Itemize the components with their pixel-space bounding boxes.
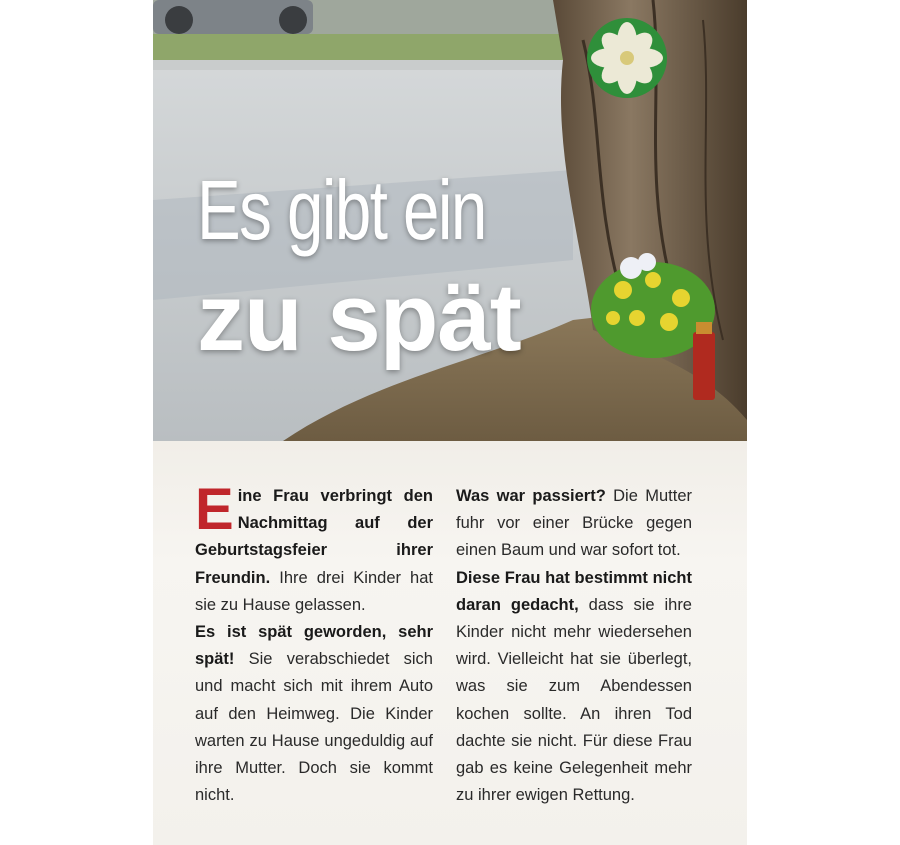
cover-photo [153,0,747,441]
flyer-page [153,0,747,845]
paragraph-3 [456,483,692,565]
paragraph-1 [195,477,433,619]
paragraph-1-lead: ine Frau verbringt den Nachmittag auf der Geburtstagsfeier ihrer Freundin. [195,487,433,587]
article-column-right [456,483,692,809]
paragraph-2 [195,619,433,809]
article-body [153,441,747,845]
paragraph-4 [456,565,692,810]
paragraph-3-text: Die Mutter fuhr vor einer Brücke gegen einen Baum und war sofort tot. [456,487,692,560]
paragraph-2-lead: Es ist spät geworden, sehr spät! [195,623,433,669]
headline-line-1: Es gibt ein [197,163,486,257]
paragraph-3-lead: Was war passiert? [456,487,606,505]
headline-line-2: zu spät [197,264,521,371]
article-column-left [195,477,433,809]
paragraph-4-lead: Diese Frau hat bestimmt nicht daran gedacht, [456,568,692,614]
paragraph-1-text: Ihre drei Kinder hat sie zu Hause gelassen. [195,568,433,614]
paragraph-4-text: dass sie ihre Kinder nicht mehr wiedersehen wird. Vielleicht hat sie überlegt, was sie zum Abendessen kochen sollte. An ihren Tod dachte sie nicht. Für diese Frau gab es keine Gelegenheit mehr zu ihrer ewigen Rettung. [456,595,692,805]
drop-cap: E [195,477,234,542]
paragraph-2-text: Sie verabschiedet sich und macht sich mit ihrem Auto auf den Heimweg. Die Kinder warten zu Hause ungeduldig auf ihre Mutter. Doch sie kommt nicht. [195,650,433,805]
